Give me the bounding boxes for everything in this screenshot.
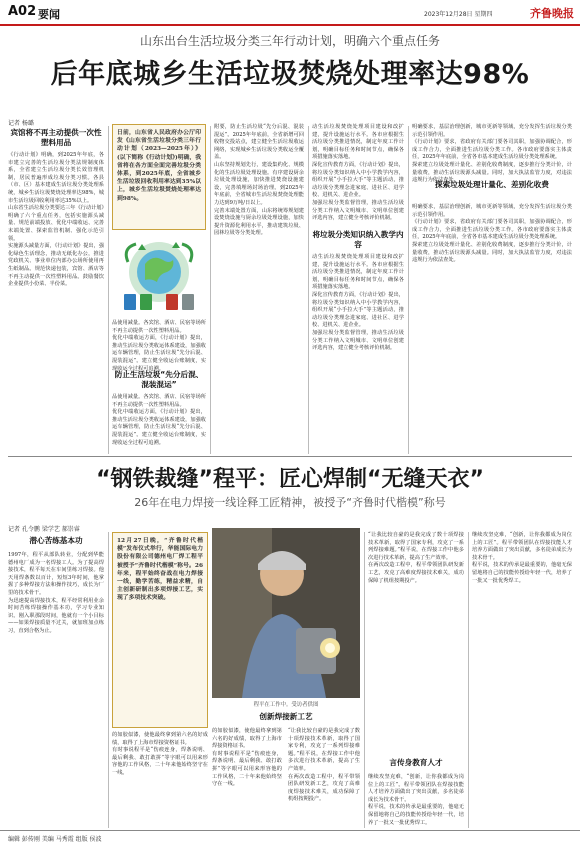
story2-body-col3a: 的如胶似漆，使他最终拿到第六名的好成绩，取得了上海市焊接资格证书。 有时事说程平是“伤痕连身，焊条说明、最后剩我、敢打敢拼”等字眼可以用来形容他的工作风格，二十年来他始终坚守在一线。 <box>212 728 282 788</box>
photo-caption: 程平在工作中。受访者供图 <box>253 702 319 708</box>
story2-body-col4a: “让我比较自豪的是我完成了数十项焊接技术革新，取得了国家专利，攻克了一系列焊接难题。”程平说，在焊接工作中他多次进行技术革新，提高了生产效率。 在两次改造工程中，程平带领团队研发新工艺，攻克了高难度焊接技术难关，成功保障了机组按期投产。 <box>368 532 464 584</box>
editor-credits: 编辑 彭传刚 美编 马秀霞 组版 侯波 <box>8 836 102 843</box>
page-number: A02 <box>8 4 37 19</box>
column-divider <box>108 532 109 828</box>
story2-body-col1: 1997年，程平从部队转业，分配到华能德州电厂成为一名焊接工人。为了提高焊接技术，程平每天在车间里练习焊接。他天用焊条数以百计，短短3年时间，他掌握了多种焊接方法和操作技巧，成长为厂里的技术骨干。 为迅速提高焊接技术，程平经常利用业余时间苦练焊接操作基本功，学习专业知识。刚入职那段时间，他就有一个小目标——如果焊接质量不过关，就加班加点练习，直到合格为止。 <box>8 552 104 634</box>
newspaper-logo: 齐鲁晚报 <box>530 7 574 20</box>
story-separator <box>8 456 572 457</box>
story1-body-col2b: 品使用减量。各宾馆、酒店、民宿等场所不再主动提供一次性塑料用品。 优化中端收运方面，《行动计划》提出，推动生活垃圾分类收运体系建设，加强收运车辆管理，防止生活垃圾“先分后混、混装混运”。建立健全收运台账制度，实现收运全过程可追溯。 <box>112 394 206 446</box>
story2-byline: 记者 孔令鹏 梁学艺 郝崇睿 <box>8 526 80 533</box>
section-title: 要闻 <box>38 8 60 21</box>
story2-subhead-2: 创新焊接新工艺 <box>259 712 313 721</box>
summary-text: 日前，山东省人民政府办公厅印发《山东省生活垃圾分类三年行动计划（2023—2025年）》(以下简称《行动计划》)明确，我省将在各方面全面完善垃圾分类体系，到2025年底，全省城乡生活垃圾回收利用率达到35%以上，城乡生活垃圾焚烧处理率达到98%。 <box>117 130 201 202</box>
story2-subhead-1: 潜心苦练基本功 <box>29 536 83 545</box>
story1-body-col4b: 动生活垃圾焚烧处理项目建设和改扩建，提升设施运行水平。各市应根据生活垃圾分类推进情况，制定年度工作计划，明确目标任务和时间节点，确保各项措施落实落地。 深化宣传教育方面，《行动计划》提出，将垃圾分类知识纳入中小学教学内容，组织开展“小手拉大手”等主题活动，推动垃圾分类理念进家庭、进社区、进学校、进机关、进企业。 加强垃圾分类监督管理，推动生活垃圾分类工作纳入文明城市、文明单位创建评选内容，建立健全考核评价机制。 <box>312 254 404 352</box>
story2-body-col4b: 继续攻坚克难，“创新，让你我都成为岗位上的工匠”。程平带领团队在焊接技能人才培养方面做出了突出贡献，多名徒弟成长为技术骨干。 程平说，技术的传承是最重要的，他毫无保留地将自己的技能传授给年轻一代，培养了一批又一批优秀焊工。 <box>368 774 464 826</box>
story1-subhead-1: 宾馆将不再主动提供一次性塑料用品 <box>10 128 102 147</box>
story1-body-col3: 附要，防止生活垃圾“先分后混、混装混运”。2025年年底前，全省新增可回收物交投站点，建立健全生活垃圾收运网络，实现城乡生活垃圾分类收运全覆盖。 山东坚持规划先行，建设集约化、规模化的生活垃圾处理设施。有序建设厨余垃圾处理设施，加快推进焚烧设施建设，完善填埋场封场治理。到2025年年底前，全省城市生活垃圾焚烧处理能力达到9万吨/日以上。 完善末端处置方面，山东将统筹规划建设焚烧设施与厨余垃圾处理设施，加快提升资源化利用水平，推动建筑垃圾、园林垃圾等分类处理。 <box>214 124 304 237</box>
story1-body-col4a: 动生活垃圾焚烧处理项目建设和改扩建，提升设施运行水平。各市应根据生活垃圾分类推进情况，制定年度工作计划，明确目标任务和时间节点，确保各项措施落实落地。 深化宣传教育方面，《行动计划》提出，将垃圾分类知识纳入中小学教学内容，组织开展“小手拉大手”等主题活动，推动垃圾分类理念进家庭、进社区、进学校、进机关、进企业。 加强垃圾分类监督管理，推动生活垃圾分类工作纳入文明城市、文明单位创建评选内容，建立健全考核评价机制。 <box>312 124 404 222</box>
column-divider <box>308 126 309 454</box>
story2-headline: “钢铁裁缝”程平：匠心焊制“无缝天衣” <box>96 467 484 492</box>
story1-body-col2a: 品使用减量。各宾馆、酒店、民宿等场所不再主动提供一次性塑料用品。 优化中端收运方面，《行动计划》提出，推动生活垃圾分类收运体系建设，加强收运车辆管理，防止生活垃圾“先分后混、混装混运”。建立健全收运台账制度，实现收运全过程可追溯。 <box>112 320 206 372</box>
header-rule <box>0 24 580 26</box>
story2-body-col5: 继续攻坚克难，“创新，让你我都成为岗位上的工匠”。程平带领团队在焊接技能人才培养方面做出了突出贡献，多名徒弟成长为技术骨干。 程平说，技术的传承是最重要的，他毫无保留地将自己的技能传授给年轻一代，培养了一批又一批优秀焊工。 <box>472 532 572 584</box>
column-divider <box>210 126 211 454</box>
story2-summary-box <box>112 532 208 728</box>
story1-summary-box <box>112 124 206 230</box>
summary-text: 12月27日晚，“齐鲁时代楷模”发布仪式举行，华能国际电力股份有限公司德州电厂焊工程平被授予“齐鲁时代楷模”称号。26年来，程平始终奋战在电力焊接一线，勤学苦练，精益求精，自主创新研制出多项焊接工艺，实现了多项技术突破。 <box>117 538 203 602</box>
footer-rule <box>0 830 580 831</box>
story1-byline: 记者 杨璐 <box>8 120 34 127</box>
story2-body-col3b: “让我比较自豪的是我完成了数十项焊接技术革新，取得了国家专利，攻克了一系列焊接难题。”程平说，在焊接工作中他多次进行技术革新，提高了生产效率。 在两次改造工程中，程平带领团队研发新工艺，攻克了高难度焊接技术难关，成功保障了机组按期投产。 <box>288 728 360 803</box>
story1-body-col5b: 明确要求，基层治理创新，城市更新等领域，充分发挥生活垃圾分类示范引领作用。 《行动计划》要求，省政府有关部门要各司其职，加强协调配合，形成工作合力，全面推进生活垃圾分类工作。各市政府要落实主体责任，2025年年底前，全省各市基本建成生活垃圾分类处理系统。 探索建立垃圾处理计量化、差别化收费制度，逐步推行分类计价，计量收费，推动生活垃圾源头减量。同时，加大执法监管力度，对违法违规行为依法查处。 <box>412 204 572 264</box>
story2-subhead-3: 言传身教育人才 <box>389 758 443 767</box>
issue-date: 2023年12月28日 星期四 <box>424 11 493 18</box>
column-divider <box>364 532 365 828</box>
story2-body-col2: 的如胶似漆，使他最终拿到第六名的好成绩，取得了上海市焊接资格证书。 有时事说程平是“伤痕连身，焊条说明、最后剩我、敢打敢拼”等字眼可以用来形容他的工作风格，二十年来他始终坚守在一线。 <box>112 732 208 776</box>
story1-subhead-3: 将垃圾分类知识纳入教学内容 <box>312 230 404 249</box>
story2-deck: 26年在电力焊接一线诠释工匠精神，被授予“齐鲁时代楷模”称号 <box>134 496 446 509</box>
column-divider <box>468 532 469 828</box>
story1-kicker: 山东出台生活垃圾分类三年行动计划，明确六个重点任务 <box>139 34 440 48</box>
story1-body-col5a: 明确要求，基层治理创新，城市更新等领域，充分发挥生活垃圾分类示范引领作用。 《行动计划》要求，省政府有关部门要各司其职，加强协调配合，形成工作合力，全面推进生活垃圾分类工作。各市政府要落实主体责任，2025年年底前，全省各市基本建成生活垃圾分类处理系统。 探索建立垃圾处理计量化、差别化收费制度，逐步推行分类计价，计量收费，推动生活垃圾源头减量。同时，加大执法监管力度，对违法违规行为依法查处。 <box>412 124 572 184</box>
story1-subhead-4: 探索垃圾处理计量化、差别化收费 <box>435 180 549 189</box>
column-divider <box>408 126 409 454</box>
story1-body-col1: 《行动计划》明确，到2025年年底，各市建立完善的生活垃圾分类法规制度体系，全省建立生活垃圾分类长效管理机制，居民普遍形成垃圾分类习惯。各县（市、区）基本建成生活垃圾分类处理系统，城乡生活垃圾焚烧处理率达98%，城市生活垃圾回收利用率达35%以上。 山东省生活垃圾分类要达三年《行动计划》明确了六个重点任务，包括实施源头减量、规范前端投放、优化中端收运、完善末端处置、探索监管机制、强化示范引领。 实施源头减量方面，《行动计划》提出，强化绿色生活理念，推动无纸化办公，推进党政机关、事业单位内部办公场所使用再生纸制品。规范快递包装，宾馆、酒店等不再主动提供一次性塑料用品。鼓励餐饮企业提供小份菜、半份菜。 <box>8 152 104 288</box>
story1-headline: 后年底城乡生活垃圾焚烧处理率达98% <box>50 59 530 90</box>
page-header <box>0 0 580 24</box>
story1-subhead-2: 防止生活垃圾“先分后混、混装混运” <box>114 370 204 389</box>
recycling-illustration <box>112 232 206 318</box>
column-divider <box>108 126 109 454</box>
welder-photo <box>212 528 360 698</box>
